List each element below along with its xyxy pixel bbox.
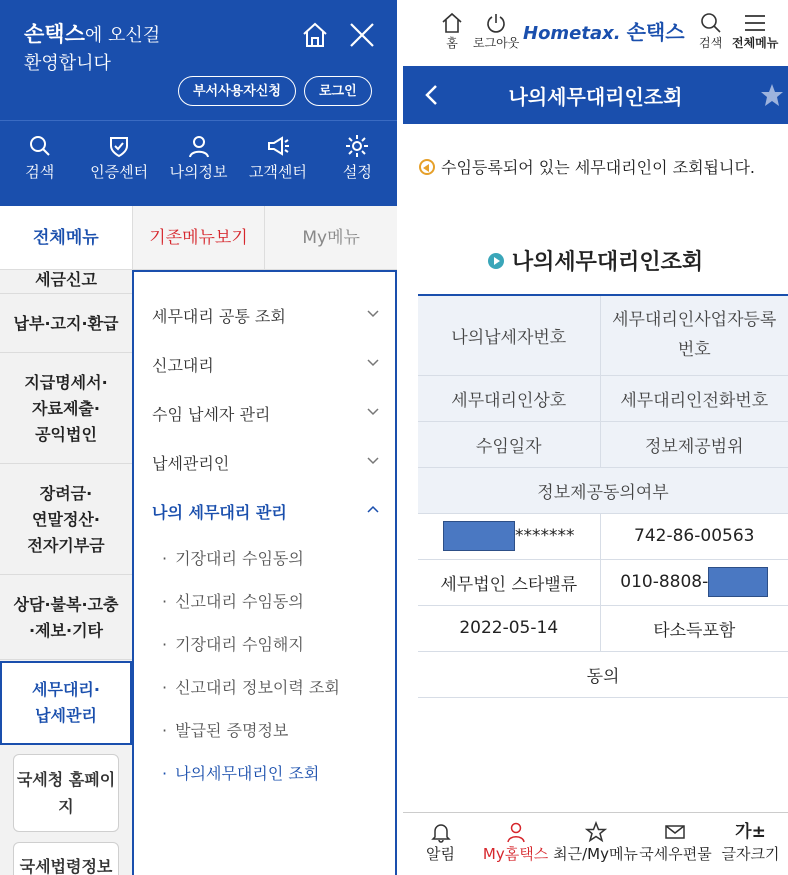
bottom-nav-alert[interactable]: [403, 813, 478, 875]
bottom-nav-fontsize[interactable]: [713, 813, 788, 875]
quick-cert-label: 인증센터: [90, 163, 149, 181]
header-cell: 정보제공동의여부: [418, 467, 788, 513]
submenu-pane: [132, 270, 397, 875]
agent-info-table: [418, 294, 788, 698]
search-label: 검색: [699, 36, 723, 50]
redaction-mask: [443, 521, 515, 551]
chevron-down-icon: [366, 453, 380, 467]
notice-label: 수임등록되어 있는 세무대리인이 조회됩니다.: [441, 158, 756, 177]
quick-support[interactable]: [238, 121, 317, 206]
search-icon: [27, 133, 53, 159]
home-icon[interactable]: [300, 20, 330, 50]
quick-icon-bar: [0, 120, 397, 206]
agent-phone-value: 010-8808-: [620, 572, 709, 592]
notice-icon: [419, 159, 435, 175]
bottom-nav-mail[interactable]: [638, 813, 713, 875]
power-icon: [485, 12, 507, 34]
login-button[interactable]: 로그인: [304, 76, 372, 106]
submenu-item[interactable]: [152, 402, 380, 425]
star-icon[interactable]: [759, 82, 785, 108]
header-cell: 세무대리인상호: [418, 375, 600, 421]
close-icon[interactable]: [347, 20, 377, 50]
page-title: 나의세무대리인조회: [508, 85, 683, 109]
all-menu-label: 전체메뉴: [732, 36, 779, 50]
star-outline-icon: [585, 821, 607, 843]
nts-homepage-button[interactable]: 국세청 홈페이 지: [13, 754, 119, 832]
quick-settings[interactable]: [318, 121, 397, 206]
user-icon: [505, 821, 527, 843]
submenu-item[interactable]: [152, 353, 380, 376]
submenu-label: 나의 세무대리 관리: [152, 503, 287, 522]
submenu-child[interactable]: · 기장대리 수임해지: [162, 632, 304, 655]
bottom-nav-myhometax[interactable]: [478, 813, 553, 875]
taxpayer-no-value: *******: [515, 526, 575, 546]
category-item[interactable]: 납부·고지·환급: [0, 295, 132, 353]
value-cell: 동의: [418, 651, 788, 697]
category-item-active[interactable]: 세무대리· 납세관리: [0, 661, 132, 745]
value-cell: 세무법인 스타밸류: [418, 559, 600, 605]
bullet-icon: [488, 253, 504, 269]
logout-nav[interactable]: [473, 12, 519, 51]
bottom-nav-label: 알림: [426, 845, 456, 863]
submenu-child-selected[interactable]: · 나의세무대리인 조회: [162, 761, 319, 784]
bottom-nav: [403, 812, 788, 875]
category-column: [0, 270, 132, 875]
bottom-nav-label: 글자크기: [721, 845, 780, 863]
home-label: 홈: [446, 36, 458, 50]
home-icon: [441, 12, 463, 34]
quick-myinfo-label: 나의정보: [169, 163, 228, 181]
category-item[interactable]: 장려금· 연말정산· 전자기부금: [0, 465, 132, 575]
chevron-down-icon: [366, 404, 380, 418]
submenu-label: 세무대리 공통 조회: [152, 307, 286, 326]
submenu-child[interactable]: · 신고대리 수임동의: [162, 589, 304, 612]
category-item[interactable]: 세금신고: [0, 270, 132, 294]
submenu-child[interactable]: · 발급된 증명정보: [162, 718, 288, 741]
dept-user-apply-button[interactable]: 부서사용자신청: [178, 76, 296, 106]
header-cell: 세무대리인사업자등록 번호: [600, 295, 788, 375]
bottom-nav-label: 국세우편물: [639, 845, 712, 863]
quick-search-label: 검색: [25, 163, 55, 181]
category-item[interactable]: 상담·불복·고충 ·제보·기타: [0, 576, 132, 660]
value-cell: [600, 559, 788, 605]
submenu-label: 수임 납세자 관리: [152, 405, 271, 424]
menu-tabs: [0, 206, 397, 270]
search-icon: [700, 12, 722, 34]
top-bar: [403, 0, 788, 66]
shield-icon: [106, 133, 132, 159]
page-title-bar: [403, 66, 788, 124]
submenu-item[interactable]: [152, 451, 380, 474]
notice-text: [419, 155, 755, 178]
section-title: [403, 245, 788, 276]
header-cell: 정보제공범위: [600, 421, 788, 467]
chevron-down-icon: [366, 355, 380, 369]
hamburger-icon: [743, 12, 767, 34]
submenu-item[interactable]: [152, 304, 380, 327]
chevron-down-icon: [366, 306, 380, 320]
submenu-label: 신고대리: [152, 356, 214, 375]
submenu-item-expanded[interactable]: [152, 500, 380, 523]
bottom-nav-label: My홈택스: [482, 845, 549, 863]
quick-myinfo[interactable]: [159, 121, 238, 206]
logout-label: 로그아웃: [473, 36, 520, 50]
menu-header: [0, 0, 397, 120]
tax-law-info-button[interactable]: 국세법령정보: [13, 842, 119, 875]
quick-support-label: 고객센터: [248, 163, 307, 181]
value-cell: 타소득포함: [600, 605, 788, 651]
bottom-nav-label: 최근/My메뉴: [553, 845, 638, 863]
submenu-label: 납세관리인: [152, 454, 230, 473]
font-size-icon: 가±: [735, 822, 766, 842]
gear-icon: [344, 133, 370, 159]
mail-icon: [664, 821, 686, 843]
user-icon: [186, 133, 212, 159]
header-cell: 나의납세자번호: [418, 295, 600, 375]
tab-legacy-menu[interactable]: 기존메뉴보기: [132, 206, 265, 269]
megaphone-icon: [265, 133, 291, 159]
search-nav[interactable]: [699, 12, 722, 51]
tab-my-menu[interactable]: My메뉴: [264, 206, 397, 269]
logo-text: Hometax.: [523, 23, 621, 44]
hometax-logo[interactable]: [523, 16, 685, 45]
bottom-nav-recent[interactable]: [553, 813, 638, 875]
header-cell: 세무대리인전화번호: [600, 375, 788, 421]
home-nav[interactable]: [441, 12, 463, 51]
section-title-label: 나의세무대리인조회: [511, 250, 704, 275]
category-item[interactable]: 지급명세서· 자료제출· 공익법인: [0, 354, 132, 464]
welcome-brand: 손택스: [24, 22, 85, 46]
header-cell: 수임일자: [418, 421, 600, 467]
content-panel: [403, 0, 788, 875]
value-cell: 2022-05-14: [418, 605, 600, 651]
value-cell: 742-86-00563: [600, 513, 788, 559]
logo-brand: 손택스: [626, 20, 685, 44]
tab-all-menu[interactable]: 전체메뉴: [0, 206, 132, 269]
chevron-up-icon: [366, 502, 380, 516]
welcome-rest: 에 오신걸: [84, 25, 161, 46]
redaction-mask: [708, 567, 768, 597]
welcome-line2: 환영합니다: [24, 53, 111, 74]
welcome-text: [24, 20, 160, 78]
quick-cert[interactable]: [79, 121, 158, 206]
bell-icon: [430, 821, 452, 843]
quick-search[interactable]: [0, 121, 79, 206]
all-menu-nav[interactable]: [732, 12, 778, 51]
value-cell: [418, 513, 600, 559]
quick-settings-label: 설정: [342, 163, 372, 181]
submenu-child[interactable]: · 신고대리 정보이력 조회: [162, 675, 340, 698]
submenu-child[interactable]: · 기장대리 수임동의: [162, 546, 304, 569]
